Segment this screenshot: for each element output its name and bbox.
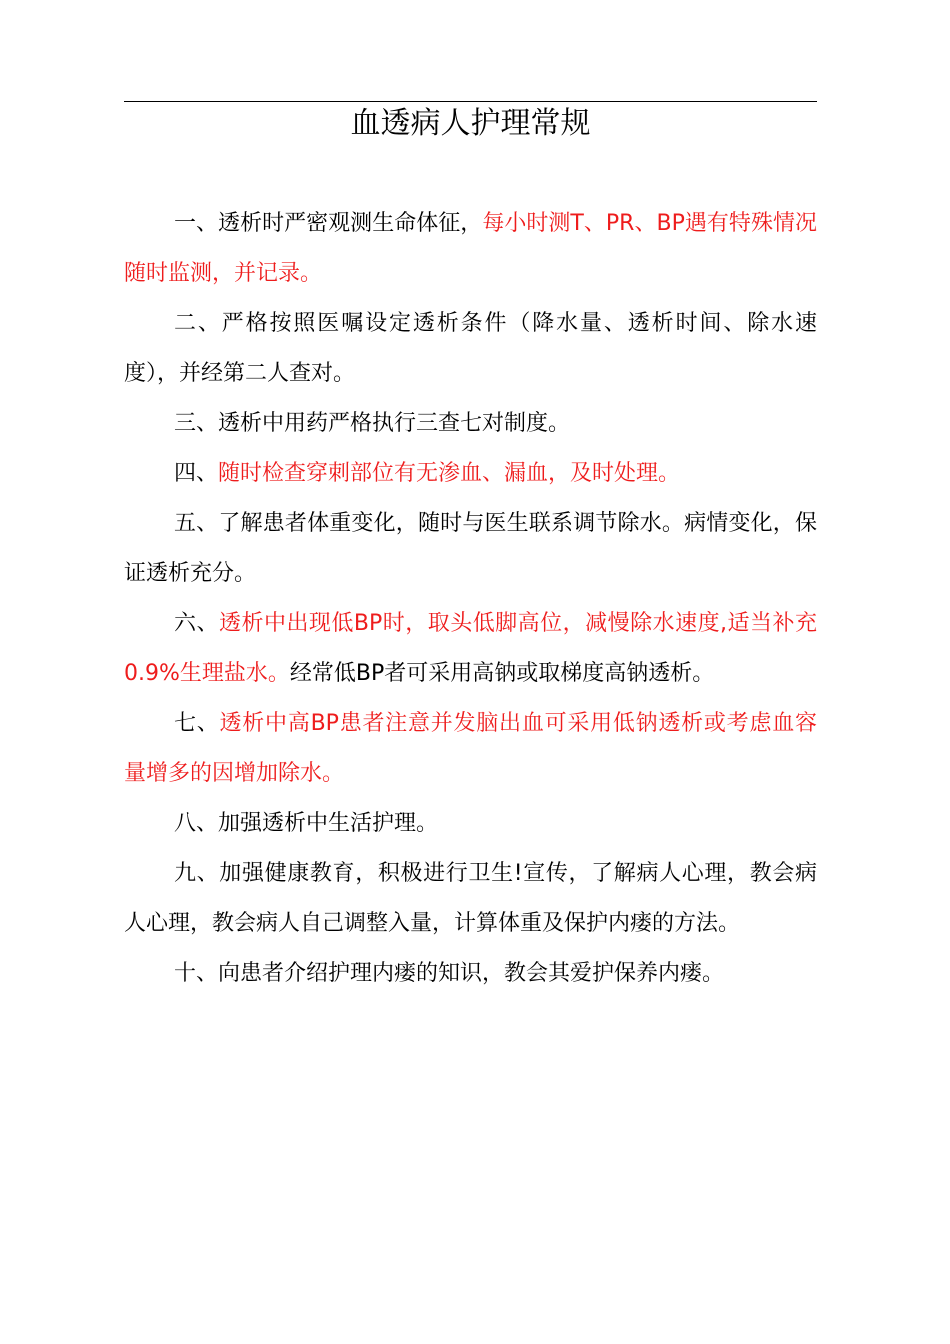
paragraph-9-text: 九、加强健康教育，积极进行卫生!宣传，了解病人心理，教会病人心理，教会病人自己调整入量，计算体重及保护内瘘的方法。	[124, 861, 817, 936]
paragraph-1-text: 一、透析时严密观测生命体征，	[174, 211, 483, 236]
paragraph-3-text: 三、透析中用药严格执行三查七对制度。	[174, 411, 571, 436]
paragraph-6-highlight: 透析中出现低BP时，取头低脚高位，减慢除水速度,适当补充0.9%生理盐水。	[124, 611, 817, 686]
paragraph-4-text: 四、	[174, 461, 219, 486]
paragraph-10-text: 十、向患者介绍护理内瘘的知识，教会其爱护保养内瘘。	[174, 961, 725, 986]
paragraph-1	[124, 199, 817, 299]
paragraph-6-text: 六、	[174, 611, 219, 636]
paragraph-7	[124, 699, 817, 799]
paragraph-6-rest: 经常低BP者可采用高钠或取梯度高钠透析。	[289, 661, 715, 686]
paragraph-9	[124, 849, 817, 949]
paragraph-5-text: 五、了解患者体重变化，随时与医生联系调节除水。病情变化，保证透析充分。	[124, 511, 817, 586]
paragraph-3	[124, 399, 817, 449]
paragraph-8	[124, 799, 817, 849]
paragraph-1-highlight: 每小时测T、PR、BP遇有特殊情况随时监测，并记录。	[124, 211, 817, 286]
paragraph-6	[124, 599, 817, 699]
paragraph-8-text: 八、加强透析中生活护理。	[174, 811, 439, 836]
page-title: 血透病人护理常规	[350, 106, 591, 141]
header-rule	[124, 101, 817, 102]
paragraph-10	[124, 949, 817, 999]
paragraph-2-text: 二、严格按照医嘱设定透析条件（降水量、透析时间、除水速度），并经第二人查对。	[124, 311, 817, 386]
document-body	[124, 199, 817, 999]
paragraph-7-highlight: 透析中高BP患者注意并发脑出血可采用低钠透析或考虑血容量增多的因增加除水。	[124, 711, 817, 786]
paragraph-4	[124, 449, 817, 499]
paragraph-7-text: 七、	[174, 711, 220, 736]
paragraph-2	[124, 299, 817, 399]
paragraph-5	[124, 499, 817, 599]
paragraph-4-highlight: 随时检查穿刺部位有无渗血、漏血，及时处理。	[218, 461, 681, 486]
